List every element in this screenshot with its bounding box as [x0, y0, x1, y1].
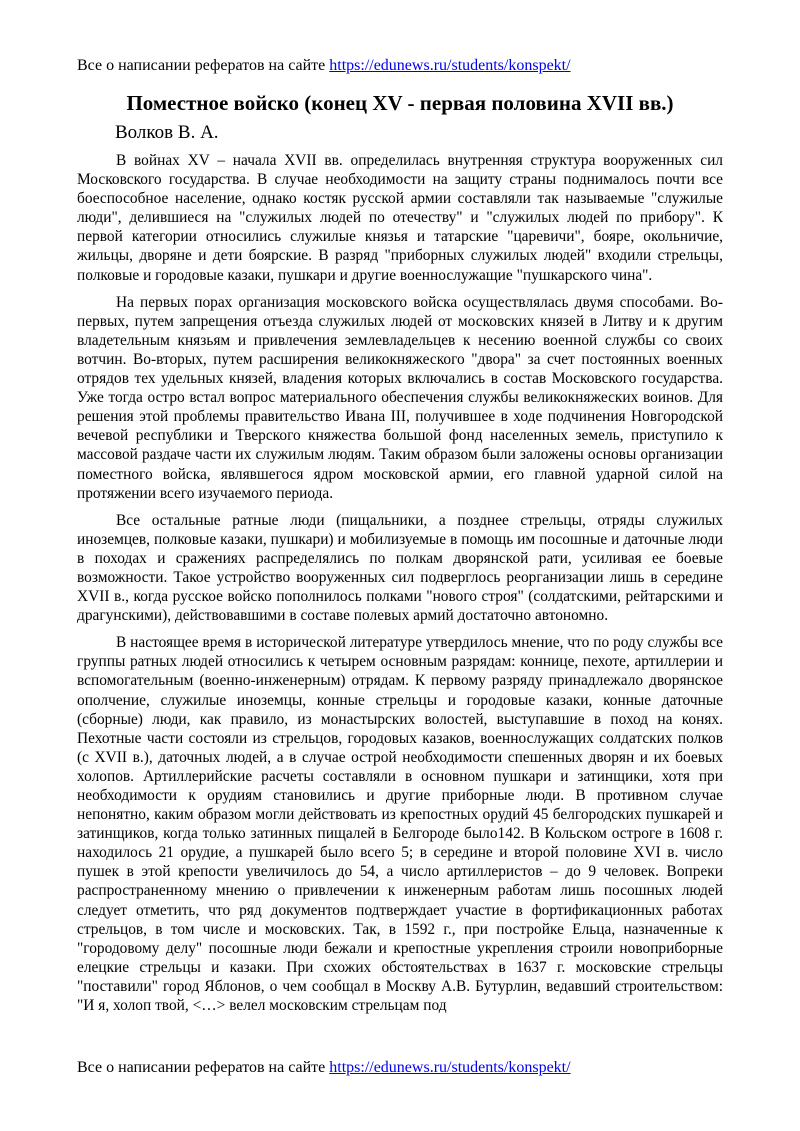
page-footer	[77, 1058, 571, 1077]
header-text: Все о написании рефератов на сайте	[77, 57, 330, 74]
page-header	[77, 56, 571, 75]
paragraph: Все остальные ратные люди (пищальники, а позднее стрельцы, отряды служилых иноземцев, полковые казаки, пушкари) и мобилизуемые в помощь им посошные и даточные люди в походах и сражениях распределялись по полкам дворянской рати, усиливая ее боевые возможности. Такое устройство вооруженных сил подверглось реорганизации лишь в середине XVII в., когда русское войско пополнилось полками "нового строя" (солдатскими, рейтарскими и драгунскими), действовавшими в составе полевых армий достаточно автономно.	[77, 511, 723, 625]
header-link[interactable]: https://edunews.ru/students/konspekt/	[329, 57, 571, 74]
footer-link[interactable]: https://edunews.ru/students/konspekt/	[329, 1059, 571, 1076]
document-title: Поместное войско (конец XV - первая половина XVII вв.)	[126, 91, 674, 115]
document-body	[77, 151, 723, 1015]
paragraph: В войнах XV – начала XVII вв. определилась внутренняя структура вооруженных сил Московского государства. В случае необходимости на защиту страны поднималось почти все боеспособное население, однако костяк русской армии составляли так называемые "служилые люди", делившиеся на "служилых людей по отечеству" и "служилых людей по прибору". К первой категории относились служилые князья и татарские "царевичи", бояре, окольничие, жильцы, дворяне и дети боярские. В разряд "приборных служилых людей" входили стрельцы, полковые и городовые казаки, пушкари и другие военнослужащие "пушкарского чина".	[77, 152, 723, 284]
paragraph: В настоящее время в исторической литературе утвердилось мнение, что по роду службы все группы ратных людей относились к четырем основным разрядам: коннице, пехоте, артиллерии и вспомогательным (военно-инженерным) отрядам. К первому разряду принадлежало дворянское ополчение, служилые иноземцы, конные стрельцы и городовые казаки, конные даточные (сборные) люди, как правило, из монастырских волостей, выступавшие в поход на конях. Пехотные части состояли из стрельцов, городовых казаков, военнослужащих солдатских полков (с XVII в.), даточных людей, а в случае острой необходимости спешенных дворян и их боевых холопов. Артиллерийские расчеты составляли в основном пушкари и затинщики, хотя при необходимости к орудиям становились и другие приборные люди. В противном случае непонятно, каким образом могли действовать из крепостных орудий 45 белгородских пушкарей и затинщиков, когда только затинных пищалей в Белгороде было142. В Кольском остроге в 1608 г. находилось 21 орудие, а пушкарей было всего 5; в середине и второй половине XVI в. число пушек в этой крепости увеличилось до 54, а число артиллеристов – до 9 человек. Вопреки распространенному мнению о привлечении к инженерным работам лишь посошных людей следует отметить, что ряд документов подтверждает участие в фортификационных работах стрельцов, в том числе и московских. Так, в 1592 г., при постройке Ельца, назначенные к "городовому делу" посошные люди бежали и крепостные укрепления строили новоприборные елецкие стрельцы и казаки. При схожих обстоятельствах в 1637 г. московские стрельцы "поставили" город Яблонов, о чем сообщал в Москву А.В. Бутурлин, ведавший строительством: "И я, холоп твой, <…> велел московским стрельцам под	[77, 634, 723, 1015]
document-author: Волков В. А.	[115, 122, 219, 143]
paragraph: На первых порах организация московского войска осуществлялась двумя способами. Во-первых, путем запрещения отъезда служилых людей от московских князей в Литву и к другим владетельным князьям и привлечения землевладельцев к несению военной службы со своих вотчин. Во-вторых, путем расширения великокняжеского "двора" за счет постоянных военных отрядов тех удельных князей, владения которых включались в состав Московского государства. Уже тогда остро встал вопрос материального обеспечения службы великокняжеских воинов. Для решения этой проблемы правительство Ивана III, получившее в ходе подчинения Новгородской вечевой республики и Тверского княжества большой фонд населенных земель, приступило к массовой раздаче части их служилым людям. Таким образом были заложены основы организации поместного войска, являвшегося ядром московской армии, его главной ударной силой на протяжении всего изучаемого периода.	[77, 293, 723, 502]
footer-text: Все о написании рефератов на сайте	[77, 1059, 330, 1076]
